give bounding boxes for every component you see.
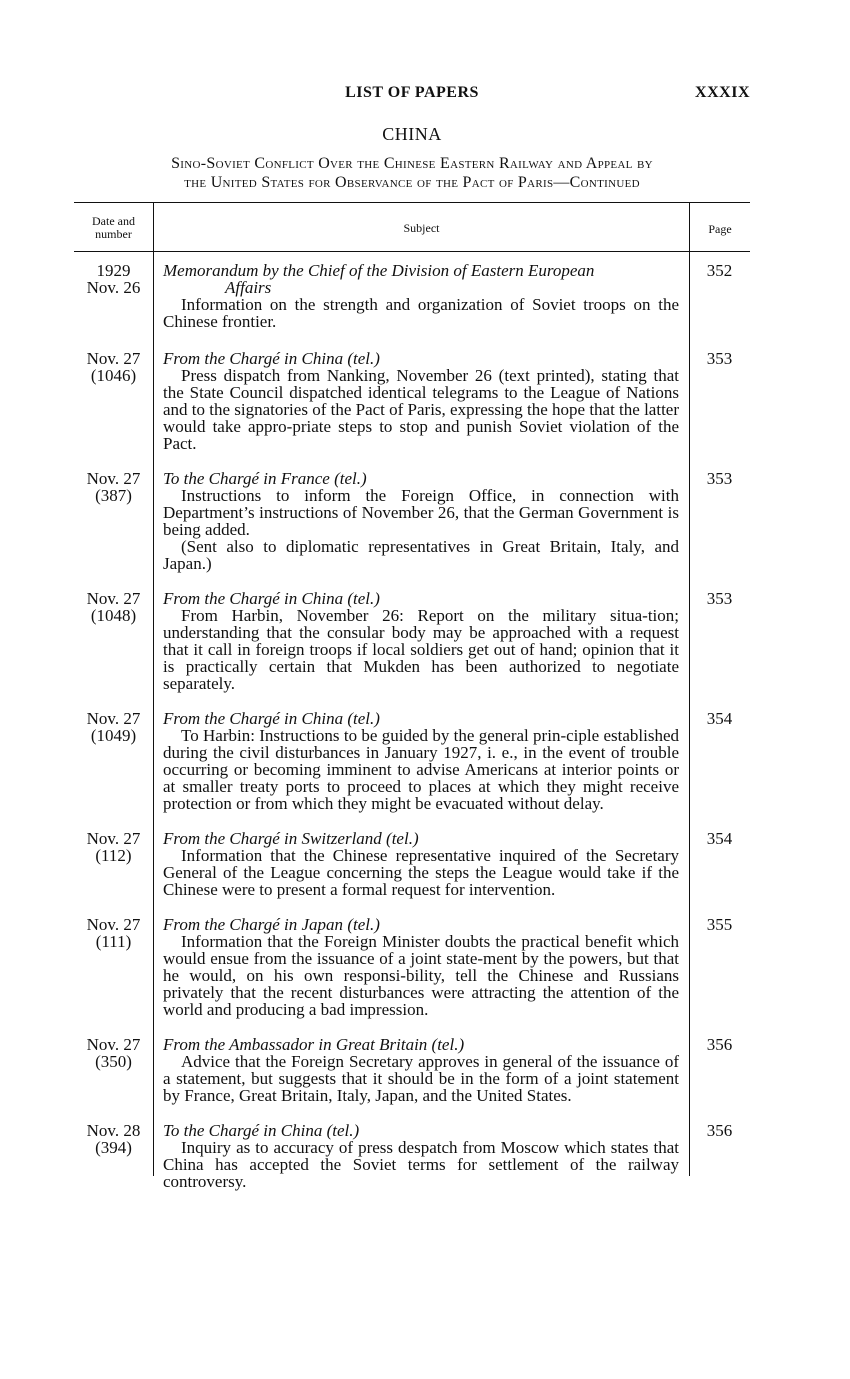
entry-subject-cell <box>163 590 679 692</box>
entry-number: (1048) <box>90 606 137 625</box>
table-row <box>74 916 750 1018</box>
entry-page-number: 356 <box>706 1121 733 1140</box>
section-title-line-2: the United States for Observance of the Pact of Paris—Continued <box>184 174 640 191</box>
entry-number: (350) <box>95 1052 132 1071</box>
entry-from-text: From the Ambassador in Great Britain <box>163 1035 428 1054</box>
table-row <box>74 710 750 812</box>
entry-subject-cell <box>163 916 679 1018</box>
table-row <box>74 590 750 692</box>
entry-subject-cell <box>163 710 679 812</box>
entry-tel: (tel.) <box>326 1121 360 1140</box>
entry-paragraph: Press dispatch from Nanking, November 26 (text printed), stating that the State Council dispatched identical telegrams to the League of Nations and to the signatories of the Pact of Paris, expressing the hope that the latter would take appro-priate steps to stop and punish Soviet violation of the Pact. <box>163 366 680 453</box>
entry-paragraph: Instructions to inform the Foreign Office, in connection with Department’s instructions of November 26, that the German Government is being added. <box>163 486 679 539</box>
entry-date: Nov. 27 <box>86 589 141 608</box>
entry-from-text: From the Chargé in China <box>163 349 344 368</box>
entry-paragraph: Information that the Chinese representative inquired of the Secretary General of the League concerning the steps the League would take if the Chinese were to present a formal request for intervention. <box>163 846 679 899</box>
column-header-date-line-2: number <box>95 227 132 241</box>
entry-page-number: 353 <box>706 349 733 368</box>
entry-from-text: From the Chargé in Japan <box>163 915 344 934</box>
entry-page-number: 355 <box>706 915 733 934</box>
entry-subject-cell <box>163 262 679 330</box>
running-title: LIST OF PAPERS <box>345 84 479 101</box>
entry-date: Nov. 26 <box>86 278 141 297</box>
entry-tel: (tel.) <box>386 829 419 848</box>
entry-page-number: 354 <box>706 709 733 728</box>
entry-date-cell <box>74 1036 153 1104</box>
entry-date-cell <box>74 350 153 452</box>
entry-from <box>163 916 679 933</box>
entry-date: Nov. 27 <box>86 709 141 728</box>
entry-subject-cell <box>163 350 679 452</box>
document-page <box>74 84 750 1208</box>
entry-paragraph: Inquiry as to accuracy of press despatch from Moscow which states that China has accepted the Soviet terms for settlement of the railway controversy. <box>163 1138 679 1191</box>
entry-subject-cell <box>163 830 679 898</box>
entry-paragraphs <box>163 1139 679 1190</box>
entry-from-text: To the Chargé in France <box>163 469 330 488</box>
entry-date-cell <box>74 916 153 1018</box>
entry-date: Nov. 27 <box>86 915 141 934</box>
entry-paragraph: Information on the strength and organization of Soviet troops on the Chinese frontier. <box>163 295 679 331</box>
entry-tel: (tel.) <box>347 349 380 368</box>
entries-list <box>74 252 750 1190</box>
entry-date: Nov. 27 <box>86 829 141 848</box>
entry-tel: (tel.) <box>431 1035 465 1054</box>
table-column-header <box>74 203 750 252</box>
table-row <box>74 830 750 898</box>
entry-paragraphs <box>163 367 679 452</box>
entry-paragraph: To Harbin: Instructions to be guided by the general prin-ciple established during the civil disturbances in January 1927, i. e., in the event of trouble occurring or becoming imminent to advise Americans at interior points or at smaller treaty ports to proceed to places at which they might receive protection or from which they might be evacuated without delay. <box>163 726 679 813</box>
entry-subject-cell <box>163 470 679 572</box>
table-row <box>74 470 750 572</box>
running-head <box>74 84 750 106</box>
column-header-subject: Subject <box>403 221 440 235</box>
entry-paragraph: From Harbin, November 26: Report on the military situa-tion; understanding that the consular body may be approached with a request that it call in foreign troops if local soldiers get out of hand; opinion that it is practically certain that Mukden has been authorized to negotiate separately. <box>163 606 679 693</box>
entry-from-text: From the Chargé in China <box>163 589 344 608</box>
entry-from <box>163 710 679 727</box>
page-folio: XXXIX <box>695 84 750 101</box>
entry-subject-cell <box>163 1122 679 1190</box>
entry-page-number: 353 <box>706 589 733 608</box>
entry-paragraphs <box>163 727 679 812</box>
entry-paragraph: Advice that the Foreign Secretary approves in general of the issuance of a statement, but suggests that it should be in the form of a joint statement by France, Great Britain, Italy, Japan, and the United States. <box>163 1052 679 1105</box>
entry-paragraphs <box>163 933 679 1018</box>
entry-tel: (tel.) <box>347 589 380 608</box>
entry-date: Nov. 28 <box>86 1121 141 1140</box>
entry-from-text: To the Chargé in China <box>163 1121 323 1140</box>
entry-number: (394) <box>95 1138 132 1157</box>
entry-date-cell <box>74 830 153 898</box>
column-header-date <box>74 215 153 241</box>
entry-number: (1049) <box>90 726 137 745</box>
entry-date: Nov. 27 <box>86 349 141 368</box>
entry-number: (1046) <box>90 366 137 385</box>
entry-number: (112) <box>95 846 132 865</box>
entry-from <box>163 350 679 367</box>
table-row <box>74 262 750 330</box>
entry-date-cell <box>74 470 153 572</box>
entry-page-number: 353 <box>706 469 733 488</box>
entry-paragraph: Information that the Foreign Minister doubts the practical benefit which would ensue from the issuance of a joint state-ment by the powers, but that he would, on his own responsi-bility, tell the Chinese and Russians privately that the recent disturbances were attracting the attention of the world and producing a bad impression. <box>163 932 679 1019</box>
entry-number: (387) <box>95 486 132 505</box>
entry-from <box>163 470 679 487</box>
entry-date: Nov. 27 <box>86 1035 141 1054</box>
entry-from <box>163 1036 679 1053</box>
entry-paragraph: (Sent also to diplomatic representatives in Great Britain, Italy, and Japan.) <box>163 537 679 573</box>
section-title-line-1: Sino-Soviet Conflict Over the Chinese Eastern Railway and Appeal by <box>171 155 653 172</box>
entry-date-cell <box>74 710 153 812</box>
entry-date-cell <box>74 1122 153 1190</box>
entry-page-number: 356 <box>706 1035 733 1054</box>
entry-date-cell <box>74 590 153 692</box>
table-row <box>74 1036 750 1104</box>
entry-from-text: From the Chargé in Switzerland <box>163 829 382 848</box>
section-title <box>74 154 750 192</box>
entry-paragraphs <box>163 296 679 330</box>
table-row <box>74 350 750 452</box>
entry-from <box>163 1122 679 1139</box>
entry-from <box>163 830 679 847</box>
column-header-date-line-1: Date and <box>92 214 135 228</box>
entry-from-continued: Affairs <box>225 278 272 297</box>
entry-paragraphs <box>163 847 679 898</box>
entry-page-number: 352 <box>706 261 733 280</box>
entry-date-cell <box>74 262 153 330</box>
entry-from-text: Memorandum by the Chief of the Division of Eastern European <box>163 261 595 280</box>
entry-date: Nov. 27 <box>86 469 141 488</box>
entry-page-number: 354 <box>706 829 733 848</box>
entry-tel: (tel.) <box>347 915 380 934</box>
entry-subject-cell <box>163 1036 679 1104</box>
entry-number: (111) <box>95 932 132 951</box>
entry-tel: (tel.) <box>347 709 380 728</box>
table-row <box>74 1122 750 1190</box>
papers-table <box>74 202 750 1190</box>
entry-from-text: From the Chargé in China <box>163 709 344 728</box>
entry-year: 1929 <box>96 261 131 280</box>
entry-paragraphs <box>163 487 679 572</box>
country-heading: CHINA <box>382 124 442 144</box>
entry-paragraphs <box>163 1053 679 1104</box>
entry-from <box>163 590 679 607</box>
entry-from <box>163 262 679 296</box>
column-header-page: Page <box>708 222 732 236</box>
entry-tel: (tel.) <box>334 469 367 488</box>
entry-paragraphs <box>163 607 679 692</box>
